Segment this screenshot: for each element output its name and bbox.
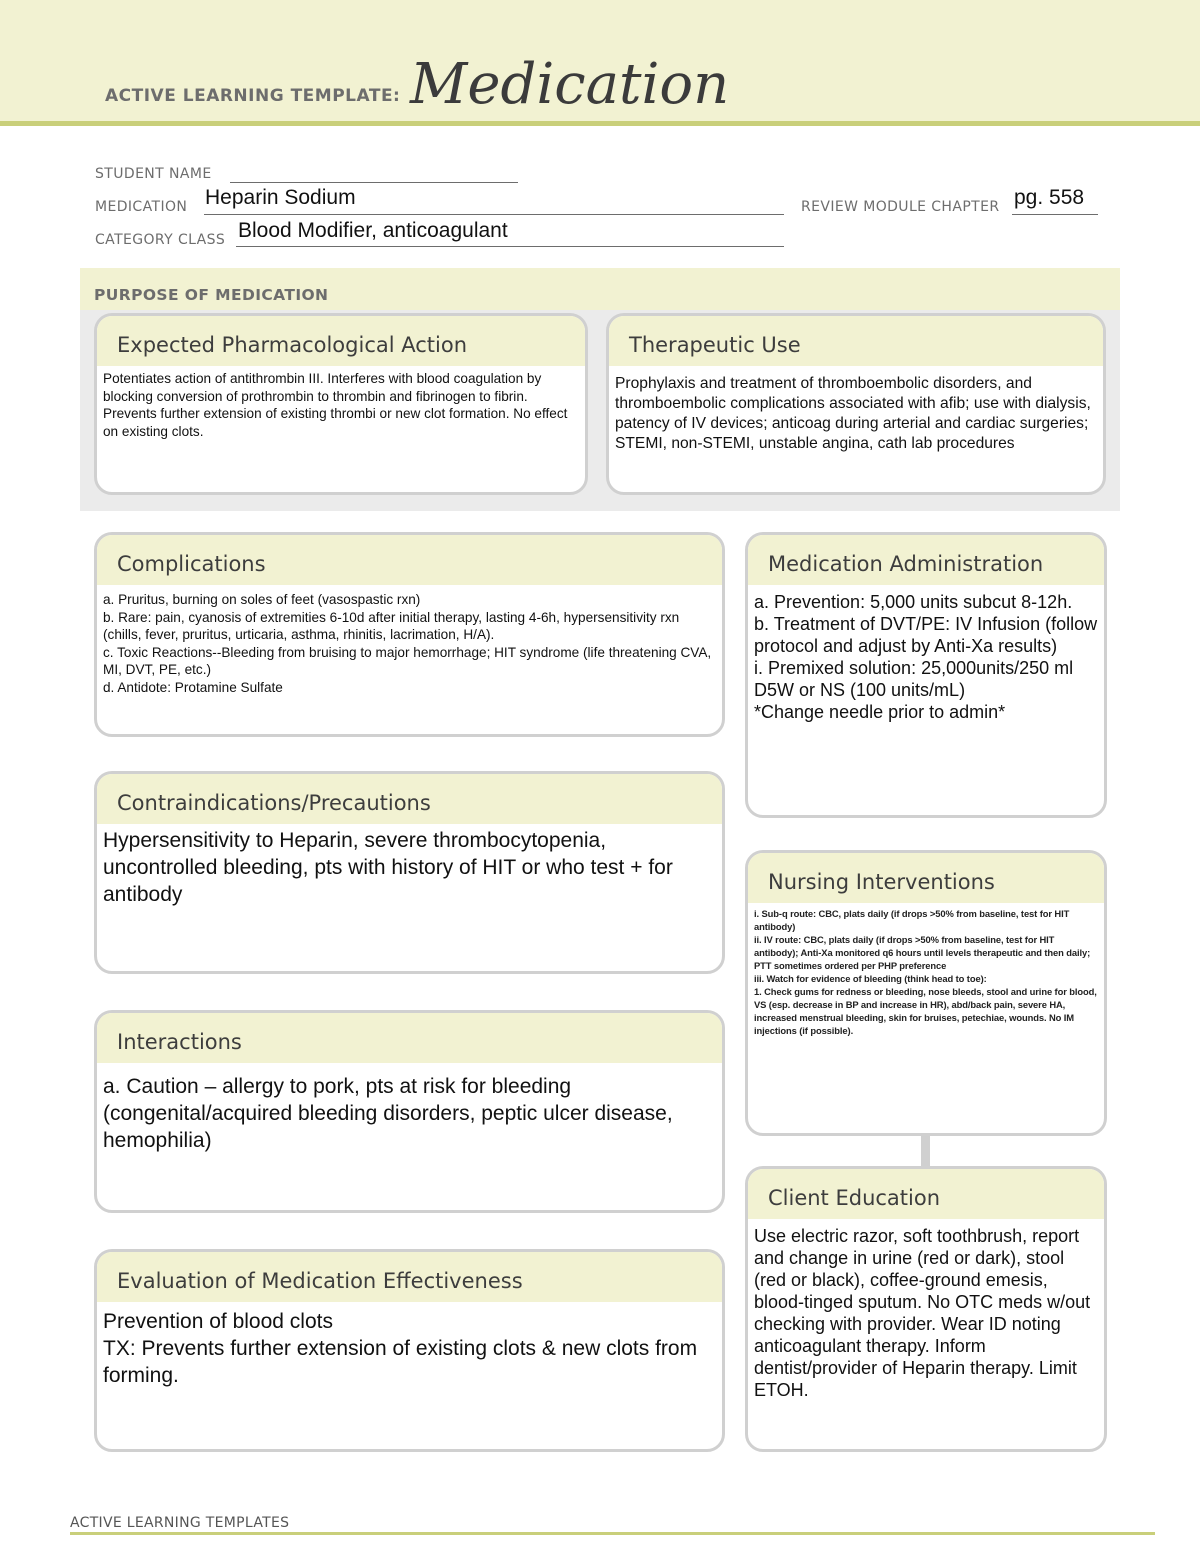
client-education-header [748,1169,1104,1219]
therapeutic-use-card [606,313,1106,495]
contraindications-title: Contraindications/Precautions [117,791,431,815]
review-module-label: REVIEW MODULE CHAPTER [801,199,1000,215]
evaluation-text[interactable]: Prevention of blood clots TX: Prevents further extension of existing clots & new clots from forming. [103,1310,698,1387]
interactions-text[interactable]: a. Caution – allergy to pork, pts at risk for bleeding (congenital/acquired bleeding disorders, peptic ulcer disease, hemophilia) [103,1075,673,1152]
medication-administration-text[interactable]: a. Prevention: 5,000 units subcut 8-12h. b. Treatment of DVT/PE: IV Infusion (follow protocol and adjust by Anti-Xa results) i. Premixed solution: 25,000units/250 ml D5W or NS (100 units/mL) *Change needle prior to admin* [754,592,1098,722]
contraindications-card [94,771,725,974]
student-name-label: STUDENT NAME [95,166,212,182]
category-class-value: Blood Modifier, anticoagulant [238,219,508,242]
evaluation-header [97,1252,722,1302]
purpose-title: PURPOSE OF MEDICATION [94,286,329,304]
medication-administration-header [748,535,1104,585]
connector-line [921,1135,930,1166]
medication-field[interactable] [204,214,784,215]
contraindications-text[interactable]: Hypersensitivity to Heparin, severe thrombocytopenia, uncontrolled bleeding, pts with history of HIT or who test + for antibody [103,829,673,906]
medication-administration-title: Medication Administration [768,552,1044,576]
review-module-field[interactable] [1012,214,1098,215]
expected-action-text[interactable]: Potentiates action of antithrombin III. Interferes with blood coagulation by blocking conversion of prothrombin to thrombin and fibrinogen to fibrin. Prevents further extension of existing thrombi or new clot formation. No effect on existing clots. [103,371,568,439]
client-education-card [745,1166,1107,1452]
nursing-interventions-text[interactable]: i. Sub-q route: CBC, plats daily (if drops >50% from baseline, test for HIT antibody) ii. IV route: CBC, plats daily (if drops >50% from baseline, test for HIT antibody); Anti-Xa monitored q6 hours until levels therapeutic and then daily; PTT sometimes ordered per PHP preference iii. Watch for evidence of bleeding (think head to toe): 1. Check gums for redness or bleeding, nose bleeds, stool and urine for blood, VS (esp. decrease in BP and increase in HR), abd/back pain, severe HA, increased menstrual bleeding, skin for bruises, petechiae, wounds. No IM injections (if possible). [754,908,1097,1036]
page-title: Medication [410,52,730,117]
complications-text[interactable]: a. Pruritus, burning on soles of feet (vasospastic rxn) b. Rare: pain, cyanosis of extremities 6-10d after initial therapy, lasting 4-6h, hypersensitivity rxn (chills, fever, pruritus, urticaria, asthma, rhinitis, lacrimation, H/A). c. Toxic Reactions--Bleeding from bruising to major hemorrhage; HIT syndrome (life threatening CVA, MI, DVT, PE, etc.) d. Antidote: Protamine Sulfate [103,592,712,695]
therapeutic-use-title: Therapeutic Use [629,333,801,357]
template-label: ACTIVE LEARNING TEMPLATE: [105,86,401,106]
therapeutic-use-header [609,316,1103,366]
review-module-value: pg. 558 [1014,186,1085,209]
category-class-label: CATEGORY CLASS [95,232,226,248]
interactions-header [97,1013,722,1063]
footer-text: ACTIVE LEARNING TEMPLATES [70,1515,290,1531]
interactions-title: Interactions [117,1030,242,1054]
medication-label: MEDICATION [95,199,188,215]
evaluation-title: Evaluation of Medication Effectiveness [117,1269,523,1293]
therapeutic-use-text[interactable]: Prophylaxis and treatment of thromboembolic disorders, and thromboembolic complications associated with afib; use with dialysis, patency of IV devices; anticoag during arterial and cardiac surgeries; STEMI, non-STEMI, unstable angina, cath lab procedures [615,375,1091,452]
student-name-field[interactable] [230,182,518,183]
interactions-card [94,1010,725,1213]
category-class-field[interactable] [236,246,784,247]
client-education-title: Client Education [768,1186,941,1210]
complications-card [94,532,725,737]
footer-rule [70,1532,1155,1535]
expected-action-header [97,316,585,366]
medication-value: Heparin Sodium [205,186,356,209]
medication-administration-card [745,532,1107,818]
header-rule [0,121,1200,126]
evaluation-card [94,1249,725,1452]
nursing-interventions-title: Nursing Interventions [768,870,995,894]
expected-action-card [94,313,588,495]
contraindications-header [97,774,722,824]
client-education-text[interactable]: Use electric razor, soft toothbrush, report and change in urine (red or dark), stool (red or black), coffee-ground emesis, blood-tinged sputum. No OTC meds w/out checking with provider. Wear ID noting anticoagulant therapy. Inform dentist/provider of Heparin therapy. Limit ETOH. [754,1226,1091,1400]
complications-title: Complications [117,552,266,576]
complications-header [97,535,722,585]
nursing-interventions-header [748,853,1104,903]
nursing-interventions-card [745,850,1107,1136]
expected-action-title: Expected Pharmacological Action [117,333,468,357]
